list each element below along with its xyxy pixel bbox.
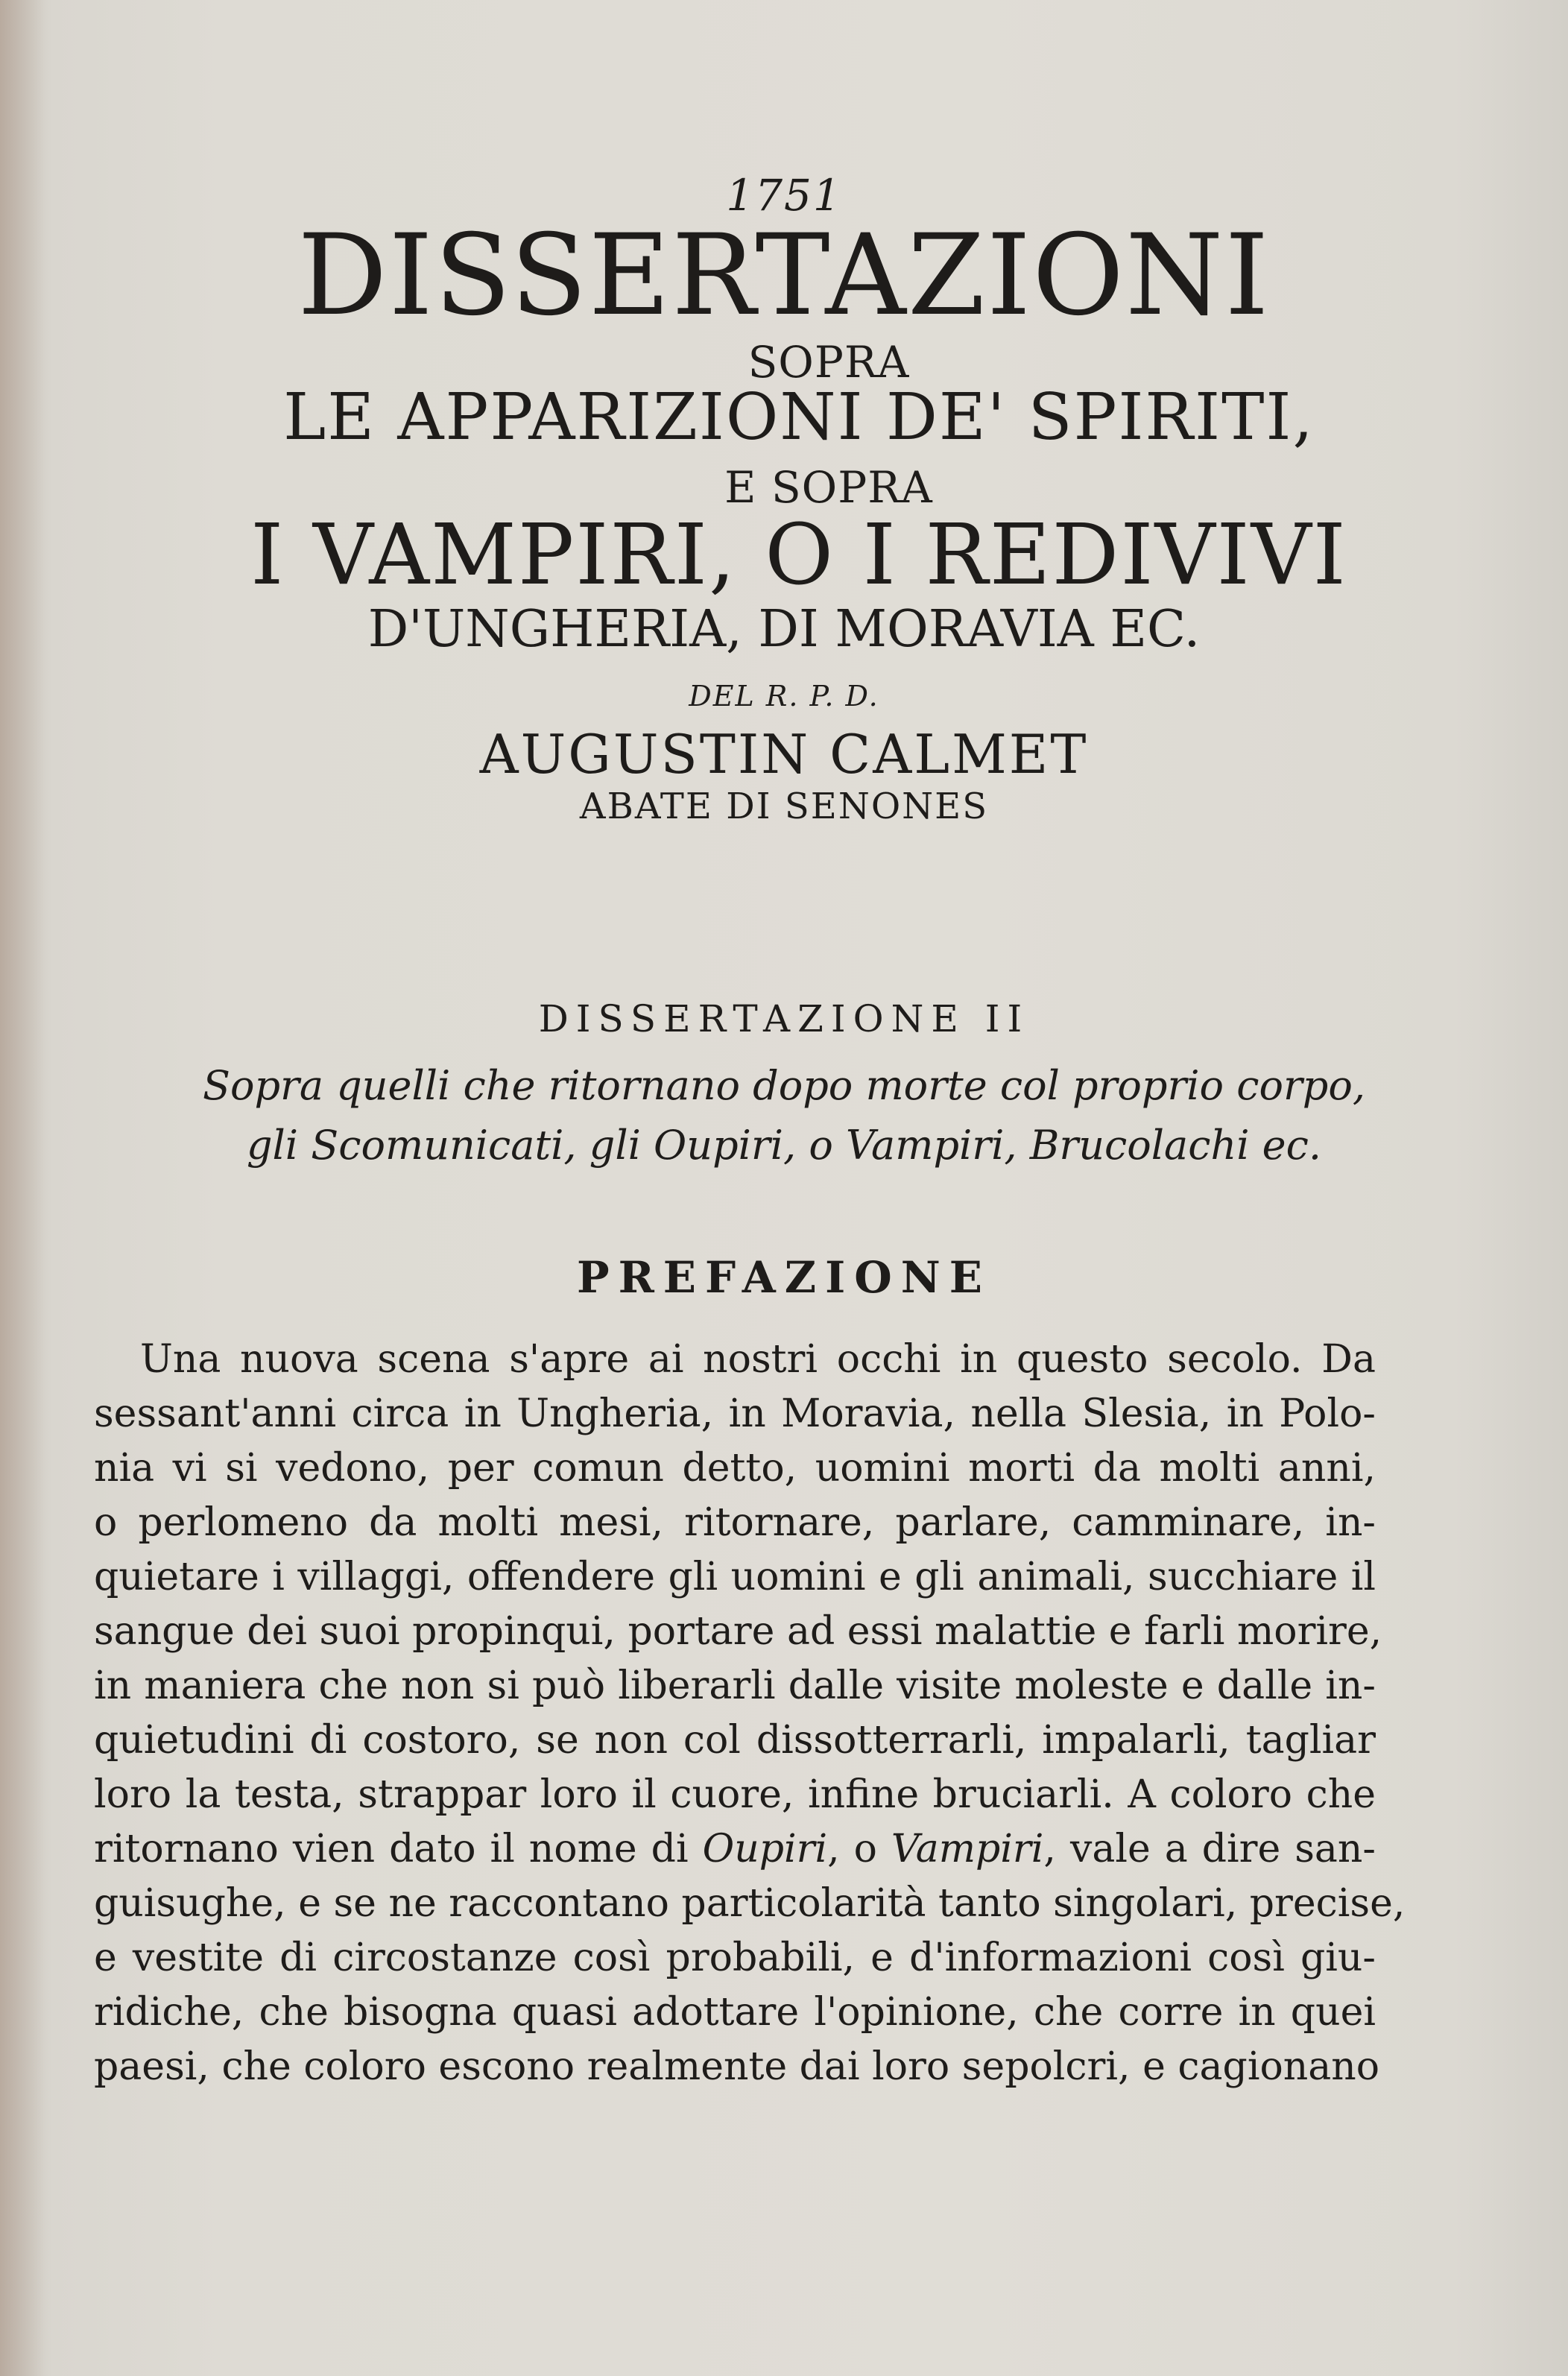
body-line: in maniera che non si può liberarli dalle visite moleste e dalle in-: [94, 1663, 1376, 1708]
body-line: quietudini di costoro, se non col dissotterrarli, impalarli, tagliar: [94, 1718, 1376, 1763]
title-subject-regions: D'UNGHERIA, DI MORAVIA EC.: [367, 600, 1201, 659]
body-text-fragment: , o: [827, 1827, 891, 1871]
body-line: o perlomeno da molti mesi, ritornare, parlare, camminare, in-: [94, 1500, 1376, 1545]
author-name: AUGUSTIN CALMET: [479, 723, 1089, 786]
title-connector-e-sopra: E SOPRA: [724, 462, 933, 513]
body-line: quietare i villaggi, offendere gli uomini e gli animali, succhiare il: [94, 1555, 1376, 1599]
title-subject-vampiri: I VAMPIRI, O I REDIVIVI: [250, 507, 1347, 604]
title-connector-sopra: SOPRA: [747, 337, 910, 388]
body-line: sessant'anni circa in Ungheria, in Moravia, nella Slesia, in Polo-: [94, 1391, 1376, 1436]
body-line: Una nuova scena s'apre ai nostri occhi in questo secolo. Da: [140, 1337, 1376, 1382]
preface-body: [94, 1333, 1406, 2094]
body-text-fragment: , vale a dire san-: [1043, 1827, 1376, 1871]
author-title: ABATE DI SENONES: [579, 786, 989, 827]
preface-heading: PREFAZIONE: [576, 1252, 992, 1303]
publication-year: 1751: [726, 170, 842, 221]
body-line: loro la testa, strappar loro il cuore, infine bruciarli. A coloro che: [94, 1772, 1376, 1817]
section-heading: DISSERTAZIONE II: [538, 997, 1030, 1040]
body-text-fragment: ritornano vien dato il nome di: [94, 1827, 703, 1871]
title-subject-apparizioni: LE APPARIZIONI DE' SPIRITI,: [283, 380, 1315, 455]
italic-term-vampiri: Vampiri: [891, 1827, 1044, 1871]
body-line: guisughe, e se ne raccontano particolarità tanto singolari, precise,: [94, 1881, 1406, 1926]
body-line-with-italics: [94, 1822, 1376, 1877]
author-prefix: DEL R. P. D.: [689, 680, 879, 713]
body-line: nia vi si vedono, per comun detto, uomini morti da molti anni,: [94, 1446, 1376, 1491]
section-subtitle-line-1: Sopra quelli che ritornano dopo morte col proprio corpo,: [202, 1062, 1366, 1109]
book-title: DISSERTAZIONI: [297, 211, 1271, 341]
body-line: paesi, che coloro escono realmente dai loro sepolcri, e cagionano: [94, 2044, 1380, 2089]
section-subtitle-line-2: gli Scomunicati, gli Oupiri, o Vampiri, Brucolachi ec.: [246, 1122, 1322, 1169]
body-line: sangue dei suoi propinqui, portare ad essi malattie e farli morire,: [94, 1609, 1382, 1654]
body-line: e vestite di circostanze così probabili, e d'informazioni così giu-: [94, 1936, 1376, 1980]
body-line: ridiche, che bisogna quasi adottare l'opinione, che corre in quei: [94, 1990, 1376, 2035]
italic-term-oupiri: Oupiri: [702, 1827, 828, 1871]
